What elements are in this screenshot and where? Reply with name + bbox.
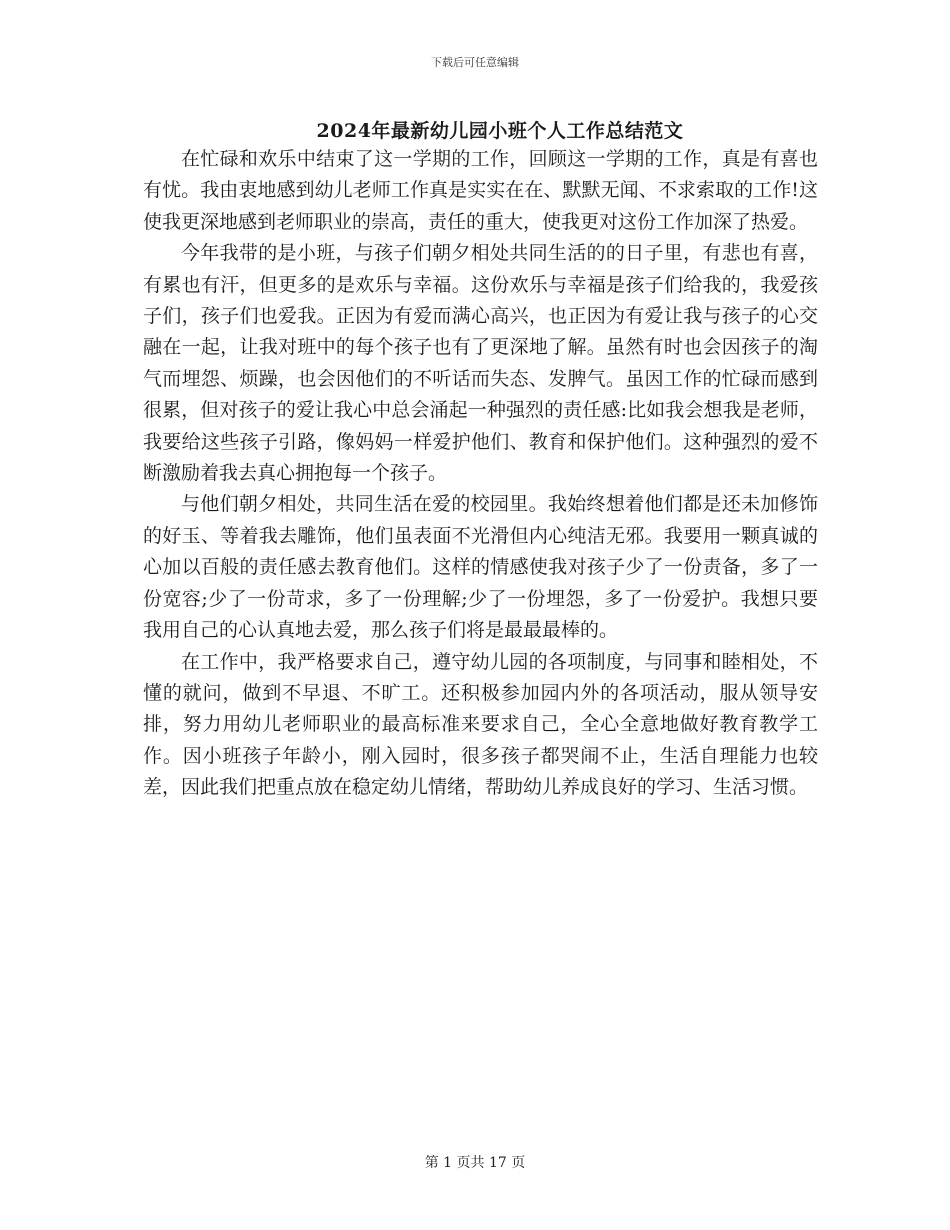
paragraph: 今年我带的是小班，与孩子们朝夕相处共同生活的的日子里，有悲也有喜，有累也有汗，但更多的是欢乐与幸福。这份欢乐与幸福是孩子们给我的，我爱孩子们，孩子们也爱我。正因为有爱而满心高兴，也正因为有爱让我与孩子的心交融在一起，让我对班中的每个孩子也有了更深地了解。虽然有时也会因孩子的淘气而埋怨、烦躁，也会因他们的不听话而失态、发脾气。虽因工作的忙碌而感到很累，但对孩子的爱让我心中总会涌起一种强烈的责任感:比如我会想我是老师，我要给这些孩子引路，像妈妈一样爱护他们、教育和保护他们。这种强烈的爱不断激励着我去真心拥抱每一个孩子。: [143, 242, 818, 485]
paragraph: 在忙碌和欢乐中结束了这一学期的工作，回顾这一学期的工作，真是有喜也有忧。我由衷地感到幼儿老师工作真是实实在在、默默无闻、不求索取的工作!这使我更深地感到老师职业的崇高，责任的重大，使我更对这份工作加深了热爱。: [143, 148, 818, 233]
document-title: 2024年最新幼儿园小班个人工作总结范文: [316, 120, 684, 142]
page-number: 第 1 页共 17 页: [424, 1155, 526, 1171]
paragraph: 与他们朝夕相处，共同生活在爱的校园里。我始终想着他们都是还未加修饰的好玉、等着我去雕饰，他们虽表面不光滑但内心纯洁无邪。我要用一颗真诚的心加以百般的责任感去教育他们。这样的情感使我对孩子少了一份责备，多了一份宽容;少了一份苛求，多了一份理解;少了一份埋怨，多了一份爱护。我想只要我用自己的心认真地去爱，那么孩子们将是最最最棒的。: [143, 493, 818, 642]
paragraph: 在工作中，我严格要求自己，遵守幼儿园的各项制度，与同事和睦相处，不懂的就问，做到不早退、不旷工。还积极参加园内外的各项活动，服从领导安排，努力用幼儿老师职业的最高标准来要求自己，全心全意地做好教育教学工作。因小班孩子年龄小，刚入园时，很多孩子都哭闹不止，生活自理能力也较差，因此我们把重点放在稳定幼儿情绪，帮助幼儿养成良好的学习、生活习惯。: [143, 650, 818, 799]
page-header-note: 下载后可任意编辑: [431, 56, 519, 69]
document-body: [143, 144, 818, 804]
